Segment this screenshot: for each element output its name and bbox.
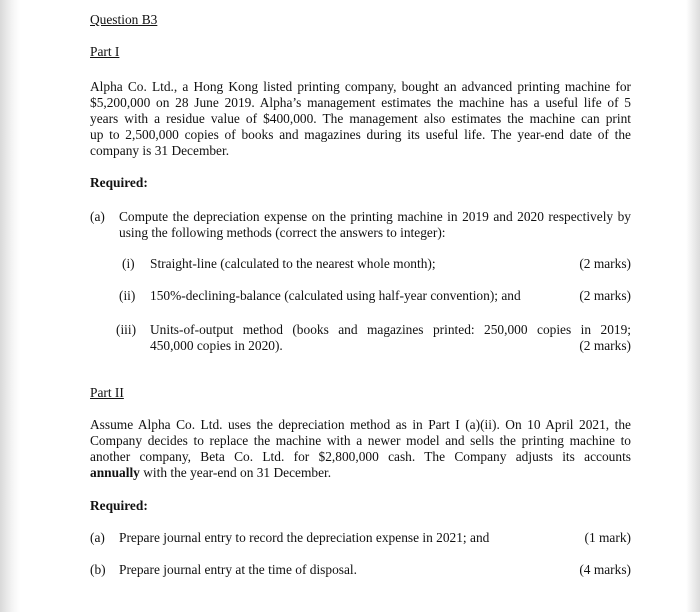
item-i-marks: (2 marks)	[579, 256, 631, 271]
item-iii-label: (iii)	[116, 322, 137, 337]
item-iii-line-1: Units-of-output method (books and magazines printed: 250,000 copies in 2019;	[150, 322, 631, 337]
part1-required-label: Required:	[90, 175, 148, 190]
item-iii-text	[150, 322, 631, 354]
part1-heading: Part I	[90, 44, 120, 59]
part2-intro-line-2: Company decides to replace the machine with a newer model and sells the printing machine to	[90, 433, 631, 448]
page-left-shadow	[0, 0, 20, 612]
page-right-shadow	[686, 0, 700, 612]
part2-item-b-marks: (4 marks)	[579, 562, 631, 577]
part2-intro-line-1: Assume Alpha Co. Ltd. uses the depreciation method as in Part I (a)(ii). On 10 April 2021, the	[90, 417, 631, 432]
part2-intro-line-4	[90, 465, 631, 481]
annually-emphasis: annually	[90, 465, 140, 480]
part2-required-label: Required:	[90, 498, 148, 513]
item-iii-marks: (2 marks)	[579, 338, 631, 353]
item-ii-label: (ii)	[119, 288, 136, 303]
part1-intro-line-1: Alpha Co. Ltd., a Hong Kong listed printing company, bought an advanced printing machine for	[90, 79, 631, 94]
part1-qa-line-2: using the following methods (correct the answers to integer):	[119, 225, 446, 240]
part2-heading: Part II	[90, 385, 124, 400]
item-i-text: Straight-line (calculated to the nearest whole month);	[150, 256, 436, 271]
part1-intro-line-2: $5,200,000 on 28 June 2019. Alpha’s management estimates the machine has a useful life of 5	[90, 95, 631, 110]
part1-qa-text	[119, 209, 631, 241]
part1-intro-line-4: up to 2,500,000 copies of books and magazines during its useful life. The year-end date of the	[90, 127, 631, 142]
item-iii-line-2: 450,000 copies in 2020).	[150, 338, 283, 353]
question-title: Question B3	[90, 12, 158, 27]
item-i-label: (i)	[122, 256, 135, 271]
part2-intro	[90, 417, 631, 481]
part2-intro-tail: with the year-end on 31 December.	[139, 465, 332, 480]
part1-intro	[90, 79, 631, 159]
part2-item-a-label: (a)	[90, 530, 105, 545]
part2-item-b-label: (b)	[90, 562, 106, 577]
part1-qa-line-1: Compute the depreciation expense on the printing machine in 2019 and 2020 respectively by	[119, 209, 631, 224]
part1-intro-line-3: years with a residue value of $400,000. The management also estimates the machine can print	[90, 111, 631, 126]
part1-qa-label: (a)	[90, 209, 105, 224]
item-ii-text: 150%-declining-balance (calculated using half-year convention); and	[150, 288, 521, 303]
part2-intro-line-3: another company, Beta Co. Ltd. for $2,800,000 cash. The Company adjusts its accounts	[90, 449, 631, 464]
part1-intro-line-5: company is 31 December.	[90, 143, 230, 158]
part2-item-a-marks: (1 mark)	[584, 530, 631, 545]
part2-item-b-text: Prepare journal entry at the time of disposal.	[119, 562, 357, 577]
item-ii-marks: (2 marks)	[579, 288, 631, 303]
part2-item-a-text: Prepare journal entry to record the depreciation expense in 2021; and	[119, 530, 490, 545]
